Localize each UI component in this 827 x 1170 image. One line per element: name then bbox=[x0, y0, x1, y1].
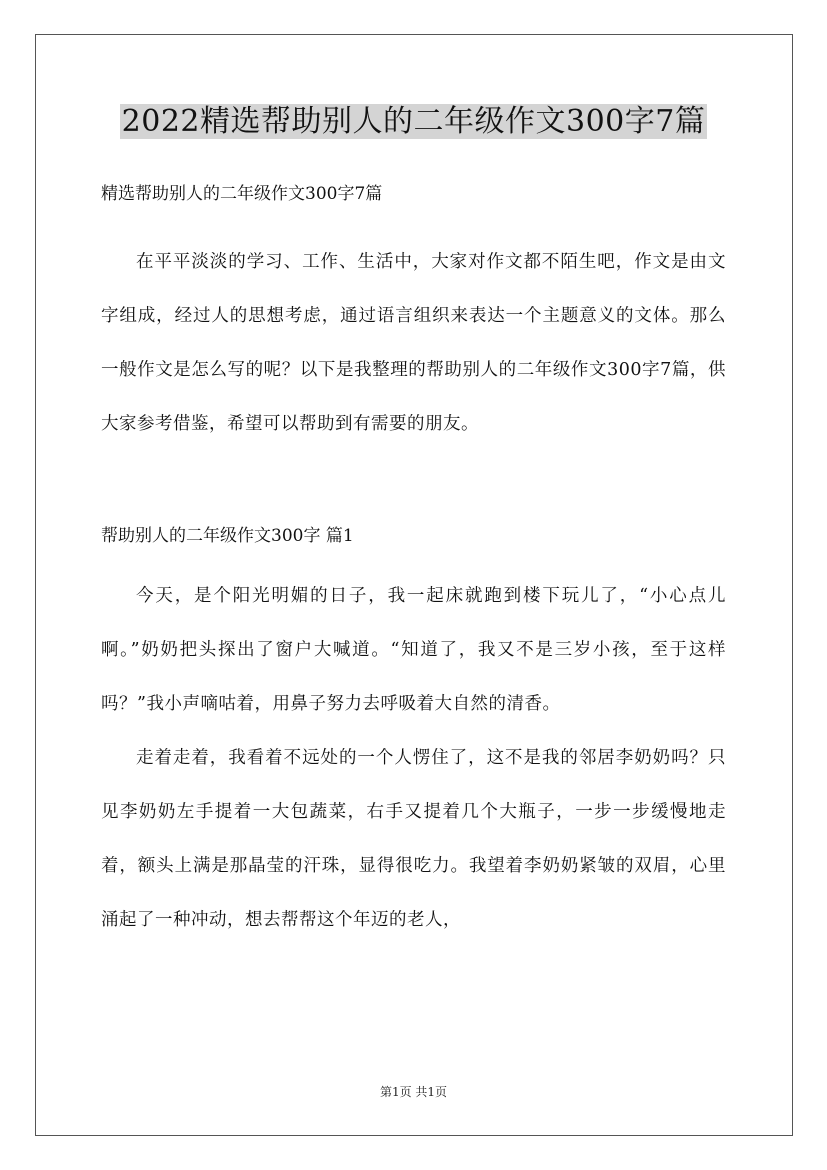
document-subtitle: 精选帮助别人的二年级作文300字7篇 bbox=[101, 184, 383, 204]
document-title-text: 2022精选帮助别人的二年级作文300字7篇 bbox=[121, 104, 706, 139]
document-title bbox=[0, 100, 827, 144]
page-footer: 第1页 共1页 bbox=[379, 1085, 448, 1099]
body-paragraph: 今天，是个阳光明媚的日子，我一起床就跑到楼下玩儿了，“小心点儿啊。”奶奶把头探出了窗户大喊道。“知道了，我又不是三岁小孩，至于这样吗？”我小声嘀咕着，用鼻子努力去呼吸着大自然的清香。 bbox=[101, 586, 726, 714]
document-body bbox=[101, 176, 726, 947]
body-paragraph: 走着走着，我看着不远处的一个人愣住了，这不是我的邻居李奶奶吗？只见李奶奶左手提着一大包蔬菜，右手又提着几个大瓶子，一步一步缓慢地走着，额头上满是那晶莹的汗珠，显得很吃力。我望着李奶奶紧皱的双眉，心里涌起了一种冲动，想去帮帮这个年迈的老人， bbox=[101, 748, 726, 930]
section-heading: 帮助别人的二年级作文300字 篇1 bbox=[101, 526, 354, 546]
intro-paragraph: 在平平淡淡的学习、工作、生活中，大家对作文都不陌生吧，作文是由文字组成，经过人的思想考虑，通过语言组织来表达一个主题意义的文体。那么一般作文是怎么写的呢？以下是我整理的帮助别人的二年级作文300字7篇，供大家参考借鉴，希望可以帮助到有需要的朋友。 bbox=[101, 252, 726, 434]
